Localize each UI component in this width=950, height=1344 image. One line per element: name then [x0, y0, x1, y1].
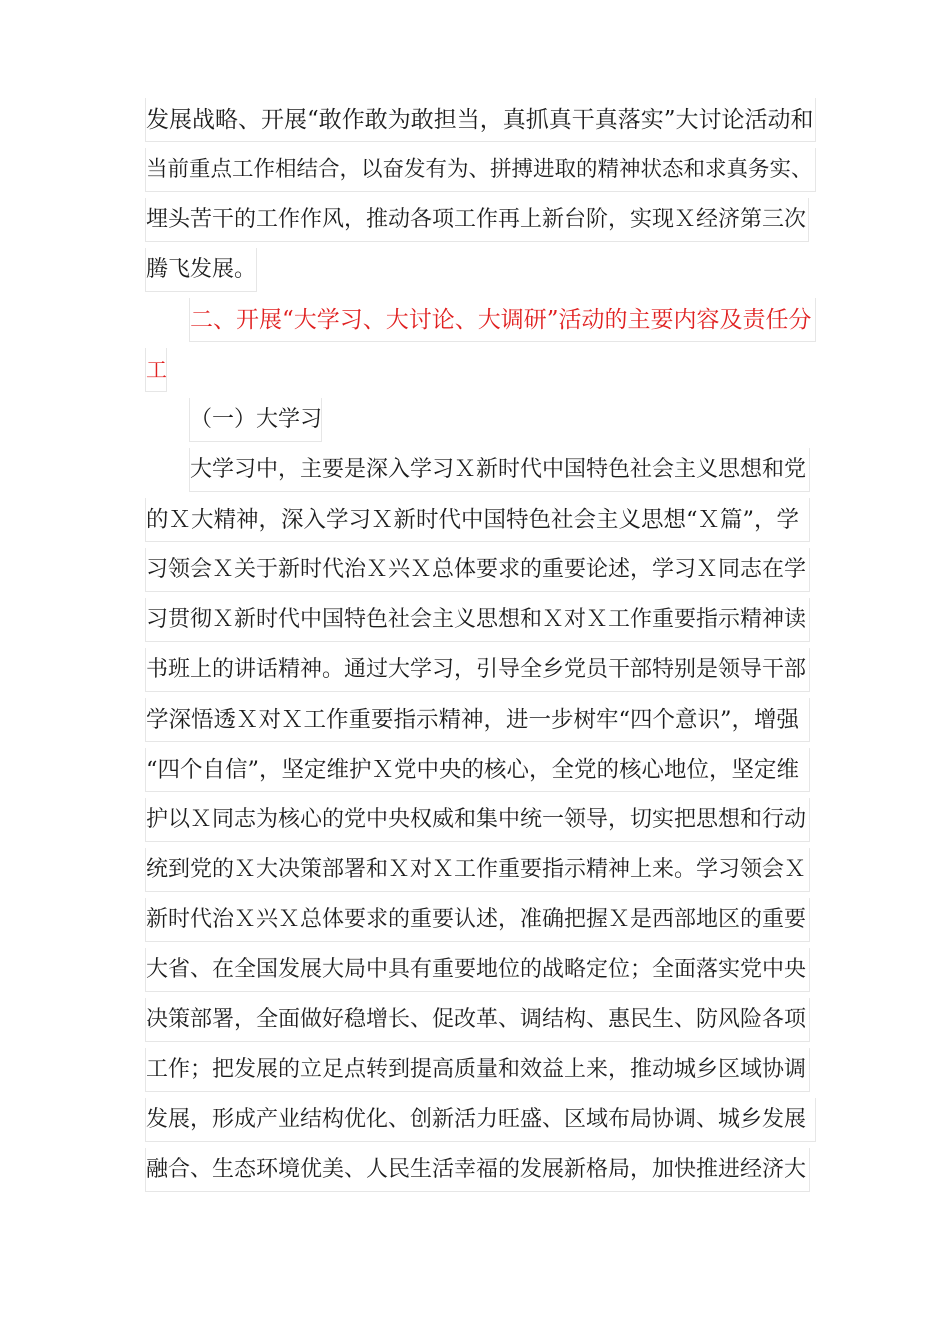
- paragraph-line: 大学习中，主要是深入学习Ｘ新时代中国特色社会主义思想和党: [189, 448, 810, 492]
- paragraph-line: 习贯彻Ｘ新时代中国特色社会主义思想和Ｘ对Ｘ工作重要指示精神读: [145, 598, 810, 642]
- paragraph-line: 大省、在全国发展大局中具有重要地位的战略定位；全面落实党中央: [145, 948, 810, 992]
- paragraph-line: 决策部署，全面做好稳增长、促改革、调结构、惠民生、防风险各项: [145, 998, 810, 1042]
- subsection-heading: （一）大学习: [189, 398, 322, 442]
- paragraph-line: 书班上的讲话精神。通过大学习，引导全乡党员干部特别是领导干部: [145, 648, 810, 692]
- paragraph-line: 融合、生态环境优美、人民生活幸福的发展新格局，加快推进经济大: [145, 1148, 810, 1192]
- paragraph-line: 护以Ｘ同志为核心的党中央权威和集中统一领导，切实把思想和行动: [145, 798, 810, 842]
- paragraph-line: 统到党的Ｘ大决策部署和Ｘ对Ｘ工作重要指示精神上来。学习领会Ｘ: [145, 848, 810, 892]
- paragraph-line: 发展，形成产业结构优化、创新活力旺盛、区域布局协调、城乡发展: [145, 1098, 816, 1142]
- paragraph-line: 发展战略、开展“敢作敢为敢担当，真抓真干真落实”大讨论活动和: [145, 98, 816, 142]
- paragraph-line: 新时代治Ｘ兴Ｘ总体要求的重要认述，准确把握Ｘ是西部地区的重要: [145, 898, 810, 942]
- section-heading-line: 二、开展“大学习、大讨论、大调研”活动的主要内容及责任分: [189, 298, 816, 342]
- paragraph-line: 学深悟透Ｘ对Ｘ工作重要指示精神，进一步树牢“四个意识”，增强: [145, 698, 810, 742]
- section-heading-line: 工: [145, 348, 167, 392]
- paragraph-line: 埋头苦干的工作作风，推动各项工作再上新台阶，实现Ｘ经济第三次: [145, 198, 809, 242]
- paragraph-line: 的Ｘ大精神，深入学习Ｘ新时代中国特色社会主义思想“Ｘ篇”，学: [145, 498, 810, 542]
- paragraph-line: “四个自信”，坚定维护Ｘ党中央的核心，全党的核心地位，坚定维: [145, 748, 810, 792]
- paragraph-line: 习领会Ｘ关于新时代治Ｘ兴Ｘ总体要求的重要论述，学习Ｘ同志在学: [145, 548, 810, 592]
- paragraph-line: 工作；把发展的立足点转到提高质量和效益上来，推动城乡区域协调: [145, 1048, 810, 1092]
- paragraph-line: 腾飞发展。: [145, 248, 257, 292]
- paragraph-line: 当前重点工作相结合，以奋发有为、拼搏进取的精神状态和求真务实、: [145, 148, 816, 192]
